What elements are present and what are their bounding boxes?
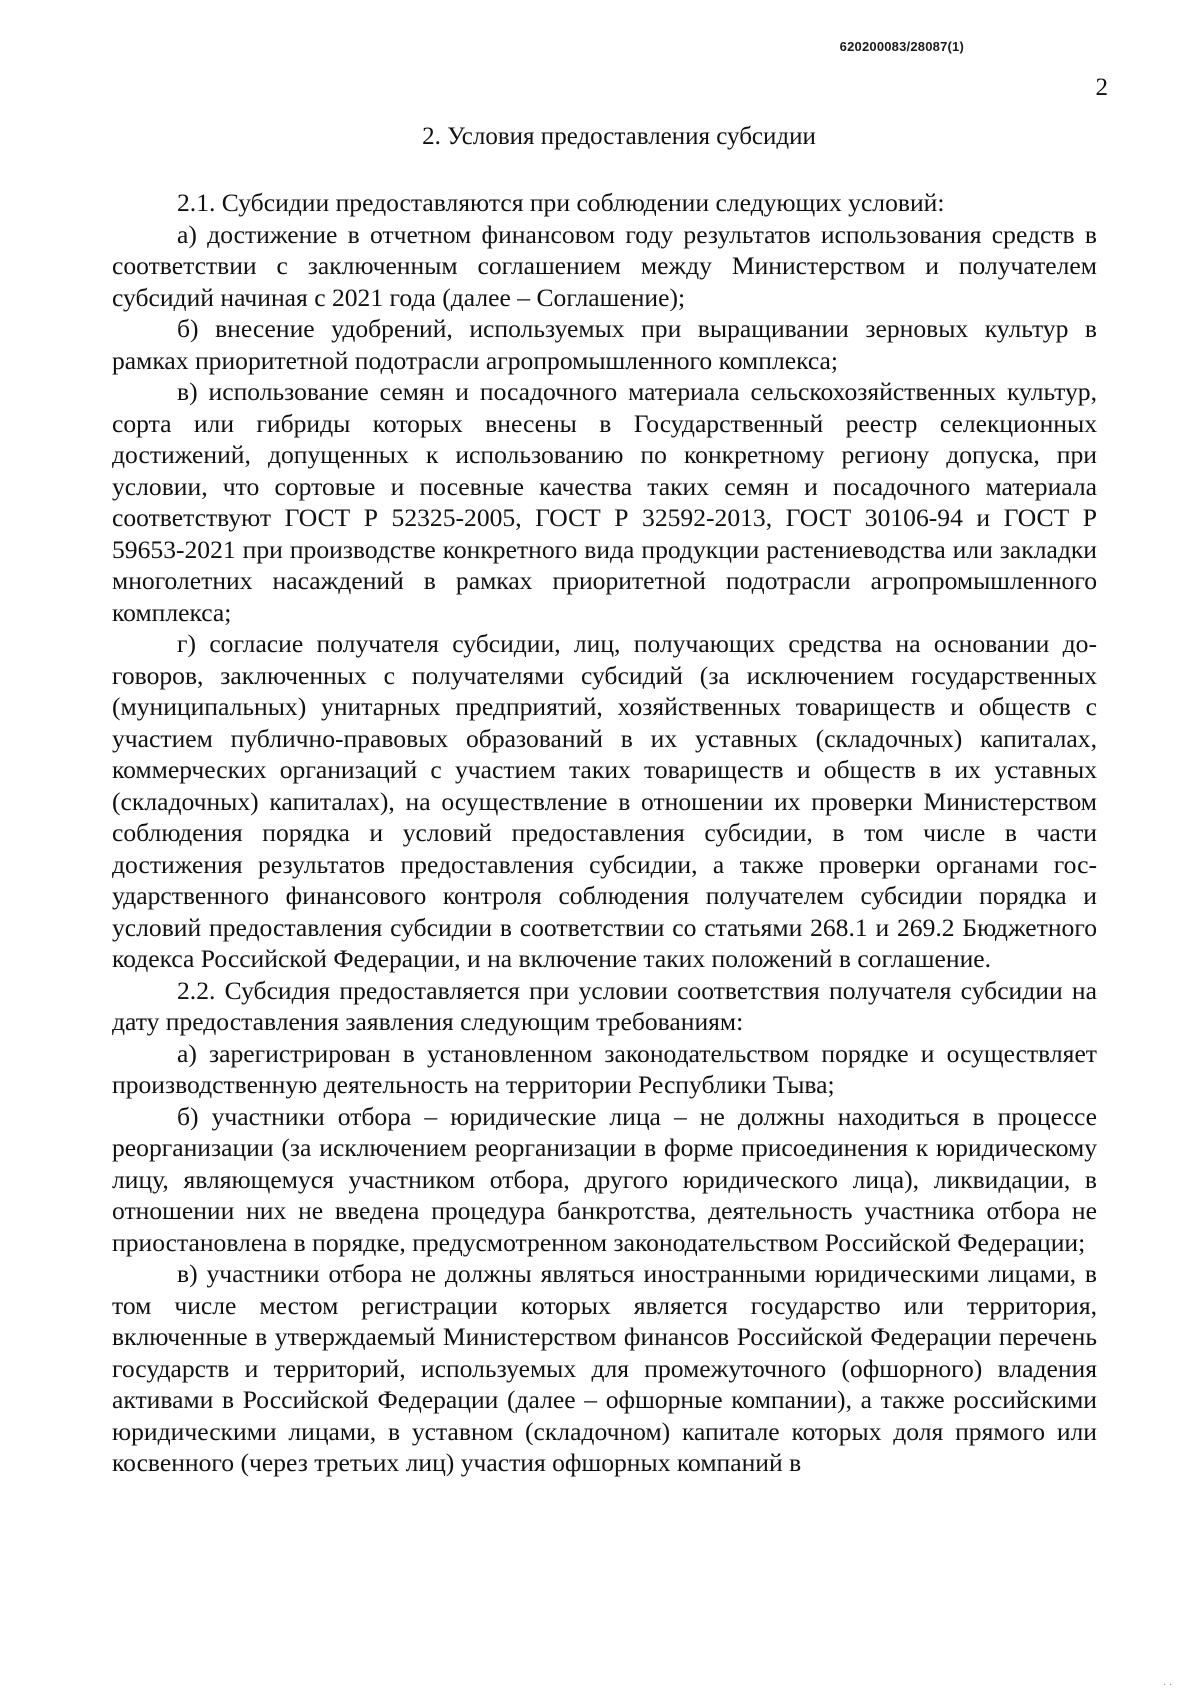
paragraph-2-1: 2.1. Субсидии предоставляются при соблюдении следующих условий:: [177, 188, 945, 217]
paragraph-2-1-g: г) согласие получателя субсидии, лиц, получающих средства на основании договоров, заключенных с получателями субсидий (за исключением государственных (муниципальных) унитарных предприятий, хозяйственных товариществ и обществ с участием публично-правовых образований в их уставных (складочных) капиталах, коммерческих организаций с участием таких товариществ и обществ в их уставных (складочных) капиталах), на осуществление в отношении их проверки Министерством соблюдения порядка и условий предоставления субсидии, в том числе в части достижения результатов предоставления субсидии, а также проверки органами государственного финансового контроля соблюдения получателем субсидии порядка и условий предоставления субсидии в соответствии со статьями 268.1 и 269.2 Бюджетного кодекса Российской Федерации, и на включение таких положений в соглашение.: [112, 629, 1097, 973]
paragraph-2-2-b: б) участники отбора – юридические лица – не должны находиться в процессе реорганизации (за исключением реорганизации в форме присоединения к юридическому лицу, являющемуся участником отбора, другого юридического лица), ликвидации, в отношении них не введена процедура банкротства, деятельность участника отбора не приостановлена в порядке, предусмотренном законодательством Российской Федерации;: [112, 1101, 1097, 1257]
section-title: 2. Условия предоставления субсидии: [422, 123, 816, 150]
paragraph-2-1-v: в) использование семян и посадочного материала сельскохозяйственных культур, сорта или гибриды которых внесены в Государственный реестр селекционных достижений, допущенных к использованию по конкретному региону допуска, при условии, что сортовые и посевные качества таких семян и посадочного материала соответствуют ГОСТ Р 52325-2005, ГОСТ Р 32592-2013, ГОСТ 30106-94 и ГОСТ Р 59653-2021 при производстве конкретного вида продукции растениеводства или закладки многолетних насаждений в рамках приоритетной подотрасли агропромышленного комплекса;: [112, 377, 1097, 627]
paragraph-2-1-b: б) внесение удобрений, используемых при выращивании зерновых культур в рамках приоритетной подотрасли агропромышленного комплекса;: [112, 314, 1097, 375]
document-body: [112, 187, 1097, 1479]
paragraph-2-2-a: а) зарегистрирован в установленном законодательством порядке и осуществляет производственную деятельность на территории Республики Тыва;: [112, 1038, 1097, 1099]
paragraph-2-2-v: в) участники отбора не должны являться иностранными юридическими лицами, в том числе местом регистрации которых является государство или территория, включенные в утверждаемый Министерством финансов Российской Федерации перечень государств и территорий, используемых для промежуточного (офшорного) владения активами в Российской Федерации (далее – офшорные компании), а также российскими юридическими лицами, в уставном (складочном) капитале которых доля прямого или косвенного (через третьих лиц) участия офшорных компаний в: [112, 1259, 1097, 1477]
scan-speck: · ·: [1163, 1680, 1173, 1691]
paragraph-2-2: 2.2. Субсидия предоставляется при условии соответствия получателя субсидии на дату предоставления заявления следующим требованиям:: [112, 975, 1097, 1036]
document-id: 620200083/28087(1): [839, 39, 964, 54]
paragraph-2-1-a: а) достижение в отчетном финансовом году результатов использования средств в соответствии с заключенным соглашением между Министерством и получателем субсидий начиная с 2021 года (далее – Соглашение);: [112, 219, 1097, 312]
page-number: 2: [1095, 74, 1108, 101]
